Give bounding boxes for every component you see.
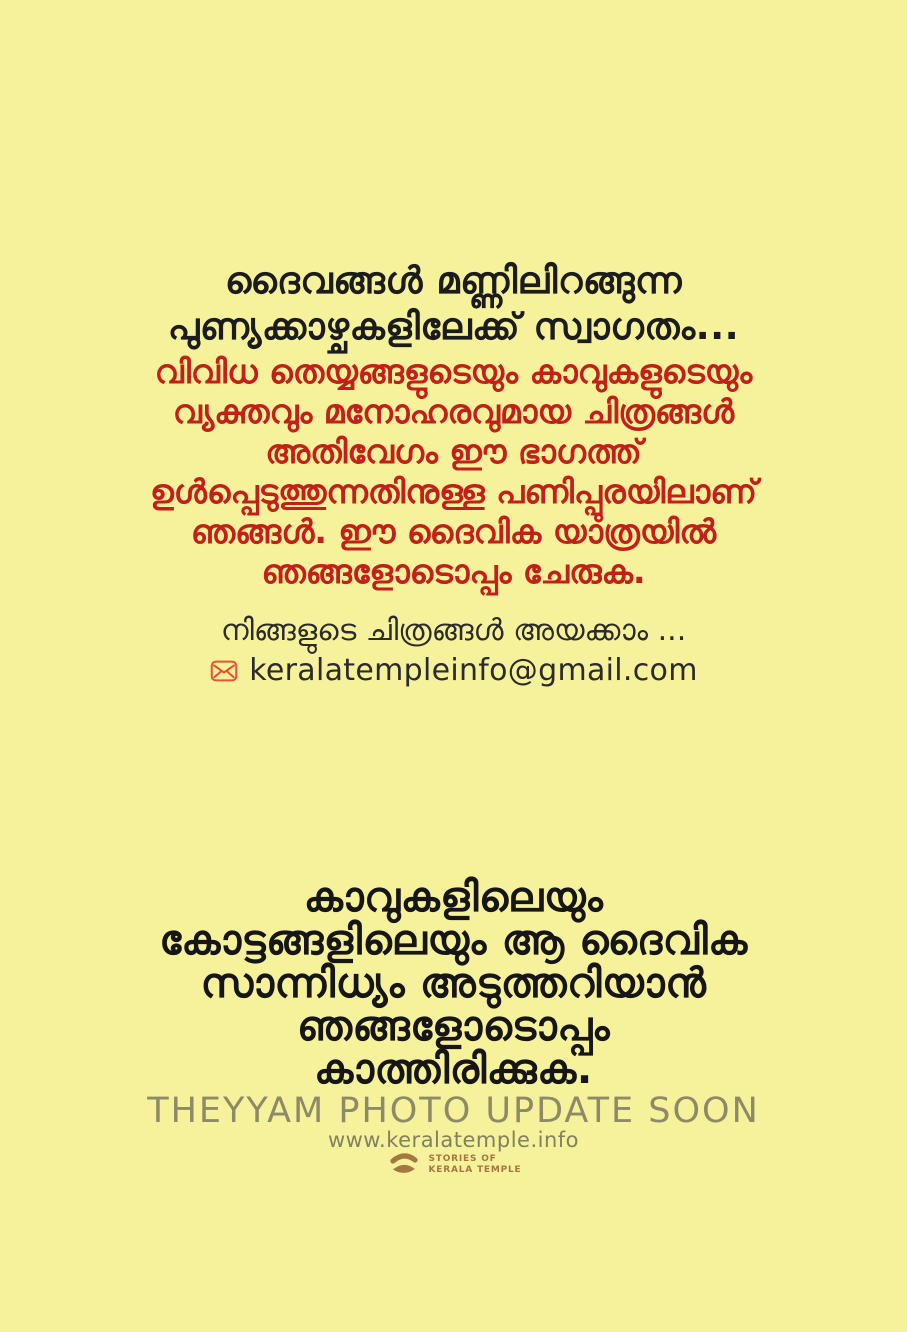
eye-icon xyxy=(386,1150,422,1180)
stories-of-kerala-temple-logo xyxy=(0,1150,907,1180)
email-address[interactable]: keralatempleinfo@gmail.com xyxy=(249,653,698,688)
welcome-heading-line-1: ദൈവങ്ങൾ മണ്ണിലിറങ്ങുന്ന xyxy=(224,259,683,302)
wait-announcement xyxy=(0,873,907,1093)
theyyam-update-note: THEYYAM PHOTO UPDATE SOON xyxy=(147,1091,760,1131)
welcome-heading-line-2: പുണ്യക്കാഴ്ചകളിലേക്ക് സ്വാഗതം... xyxy=(167,305,740,348)
red-announcement-line-4: ഉൾപ്പെടുത്തുന്നതിനുള്ള പണിപ്പുരയിലാണ് xyxy=(150,472,757,511)
red-announcement-line-3: അതിവേഗം ഈ ഭാഗത്ത് xyxy=(265,432,642,471)
logo-text-line-2: KERALA TEMPLE xyxy=(428,1165,522,1175)
wait-announcement-line-1: കാവുകളിലെയും xyxy=(303,873,604,921)
website-url[interactable]: www.keralatemple.info xyxy=(327,1128,580,1152)
wait-announcement-line-5: കാത്തിരിക്കുക. xyxy=(314,1045,593,1093)
red-announcement-line-6: ഞങ്ങളോടൊപ്പം ചേരുക. xyxy=(261,552,646,591)
welcome-heading xyxy=(0,258,907,350)
red-announcement-line-5: ഞങ്ങൾ. ഈ ദൈവിക യാത്രയിൽ xyxy=(190,512,717,551)
submit-photos-section xyxy=(0,612,907,690)
red-announcement-line-2: വ്യക്തവും മനോഹരവുമായ ചിത്രങ്ങൾ xyxy=(172,392,735,431)
wait-announcement-line-2: കോട്ടങ്ങളിലെയും ആ ദൈവിക xyxy=(159,916,748,964)
red-announcement xyxy=(0,352,907,592)
logo-text xyxy=(429,1154,522,1176)
red-announcement-line-1: വിവിധ തെയ്യങ്ങളുടെയും കാവുകളുടെയും xyxy=(154,352,753,391)
logo-text-line-1: STORIES OF xyxy=(428,1154,497,1164)
wait-announcement-line-3: സാന്നിധ്യം അടുത്തറിയാൻ xyxy=(200,959,707,1007)
wait-announcement-line-4: ഞങ്ങളോടൊപ്പം xyxy=(296,1002,611,1050)
email-row xyxy=(0,652,907,690)
envelope-icon xyxy=(209,656,239,686)
submit-photos-prompt: നിങ്ങളുടെ ചിത്രങ്ങൾ അയക്കാം ... xyxy=(220,613,687,648)
